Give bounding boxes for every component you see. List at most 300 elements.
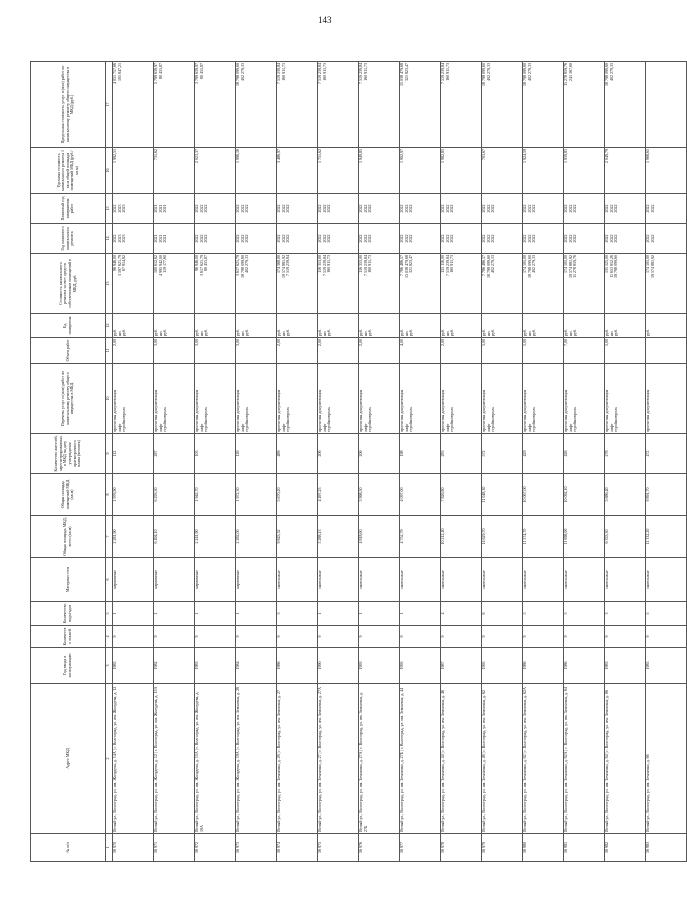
works-cell-line: лифт (403, 423, 409, 432)
unit-cell-line: руб. (235, 329, 240, 336)
limit-cost-cell (113, 62, 154, 148)
column-number: 7 (106, 516, 113, 558)
table-row (564, 62, 605, 862)
cost-cell (441, 254, 482, 314)
cost-cell-line: 7 519 239,84 (362, 255, 368, 276)
row-number: 56 974 (277, 834, 318, 862)
works-cell-line: проектная документация (153, 389, 158, 432)
works-cell-line: стройконтроль (367, 406, 373, 432)
limit-cost-cell-line: 15 038 479,68 (399, 63, 404, 86)
address-cell: Ясный ул., Волгоград, ул. им. Жолудева, д. 12 | г. Волгоград, ул. им. Жолудева, д. 15А (154, 684, 195, 834)
plan-year-cell-line: 2022 (244, 234, 250, 243)
cost-cell-line: 18 798 099,60 (485, 255, 491, 278)
address-cell: Ясный ул., Волгоград, ул. им. Землячки, д. 26 | г. Волгоград, ул. им. Землячки, д. 27 (277, 684, 318, 834)
premises-area-cell: 9 891,70 (646, 474, 687, 516)
cost-cell-line: 160 911,73 (326, 255, 332, 273)
works-cell-line: проектная документация (481, 389, 486, 432)
address-cell: Ясный ул., Волгоград, ул. им. Землячки, д. 46 | г. Волгоград, ул. им. Землячки, д. 62 (482, 684, 523, 834)
limit-cost-cell (359, 62, 400, 148)
completion-year-cell (400, 194, 441, 224)
completion-year-cell-line: 2022 (490, 204, 496, 213)
completion-year-cell-line: 2022 (358, 204, 363, 213)
residents-cell: 472 (646, 434, 687, 474)
row-number: 56 971 (154, 834, 195, 862)
specific-cost-cell: 1 968,65 (646, 148, 687, 194)
completion-year-cell-line: 2022 (567, 204, 573, 213)
works-cell-line: стройконтроль (326, 406, 332, 432)
limit-cost-cell (400, 62, 441, 148)
plan-year-cell-line: 2022 (198, 234, 204, 243)
completion-year-cell-line: 2022 (194, 204, 199, 213)
wall-material-cell: панельные (318, 558, 359, 602)
entrances-cell: 1 (236, 602, 277, 626)
total-area-cell: 11 574,70 (523, 516, 564, 558)
plan-year-cell-line: 2022 (408, 234, 414, 243)
plan-year-cell (646, 224, 687, 254)
limit-cost-cell (195, 62, 236, 148)
volume-cell: 5,00 (605, 338, 646, 364)
table-row (441, 62, 482, 862)
plan-year-cell-line: 2022 (522, 234, 527, 243)
works-cell-line: проектная документация (112, 389, 117, 432)
specific-cost-cell: 1 939,81 (564, 148, 605, 194)
row-number: 56 976 (359, 834, 400, 862)
total-area-cell: 2 282,00 (236, 516, 277, 558)
works-cell-line: лифт (608, 423, 614, 432)
completion-year-cell-line: 2022 (440, 204, 445, 213)
mkd-repair-register-table (30, 61, 687, 862)
unit-cell (482, 314, 523, 338)
limit-cost-cell-line: 3 799 639,97 (194, 63, 199, 84)
total-area-cell: 10 212,40 (441, 516, 482, 558)
cost-cell (318, 254, 359, 314)
table-row (359, 62, 400, 862)
plan-year-cell-line: 2022 (321, 234, 327, 243)
volume-cell: 3,00 (154, 338, 195, 364)
wall-material-cell: панельные (564, 558, 605, 602)
limit-cost-cell (154, 62, 195, 148)
unit-cell-line: руб. (358, 329, 363, 336)
unit-cell (523, 314, 564, 338)
works-cell (277, 364, 318, 434)
volume-cell: 3,00 (236, 338, 277, 364)
plan-year-cell (605, 224, 646, 254)
volume-cell: 2,00 (113, 338, 154, 364)
completion-year-cell (113, 194, 154, 224)
residents-cell: 489 (277, 434, 318, 474)
volume-cell: 4,00 (400, 338, 441, 364)
address-cell: Ясный ул., Волгоград, ул. им. Жолудева, д. 19А | г. Волгоград, ул. им. Землячки, д. 26 (236, 684, 277, 834)
completion-year-cell (523, 194, 564, 224)
works-cell-line: лифт (239, 423, 245, 432)
column-header: Общая площадь помещений МКД (кв.м) (31, 474, 106, 516)
specific-cost-cell: 1 924,59 (523, 148, 564, 194)
unit-cell-line: шт. (239, 330, 245, 336)
limit-cost-cell-line: 7 519 239,84 (440, 63, 445, 84)
limit-cost-cell (523, 62, 564, 148)
works-cell-line: проектная документация (522, 389, 527, 432)
year-cell: 1985 (646, 648, 687, 684)
column-header: Материал стен (31, 558, 106, 602)
works-cell (605, 364, 646, 434)
cost-cell-line: 160 911,73 (367, 255, 373, 273)
year-cell: 1982 (154, 648, 195, 684)
residents-cell: 198 (400, 434, 441, 474)
completion-year-cell-line: 2022 (526, 204, 532, 213)
column-number: 14 (106, 224, 113, 254)
completion-year-cell (482, 194, 523, 224)
works-cell-line: стройконтроль (490, 406, 496, 432)
completion-year-cell (318, 194, 359, 224)
completion-year-cell (646, 194, 687, 224)
address-cell: Ясный ул., Волгоград, ул. им. Жолудева, д. 14А | г. Волгоград, ул. им. Жолудева, д. 12 (113, 684, 154, 834)
plan-year-cell (400, 224, 441, 254)
unit-cell-line: руб. (317, 329, 322, 336)
completion-year-cell-line: 2023 (121, 204, 127, 213)
plan-year-cell-line: 2022 (526, 234, 532, 243)
year-cell: 1984 (236, 648, 277, 684)
completion-year-cell-line: 2021 (162, 204, 168, 213)
table-row (154, 62, 195, 862)
unit-cell (195, 314, 236, 338)
cost-cell-line: 96 946,00 (194, 255, 199, 271)
column-header: Год планового капитального ремонта (31, 224, 106, 254)
unit-cell-line: шт. (444, 330, 450, 336)
works-cell (359, 364, 400, 434)
column-number: 17 (106, 62, 113, 148)
limit-cost-cell-line: 160 911,73 (321, 63, 327, 81)
premises-area-cell: 1 972,30 (236, 474, 277, 516)
unit-cell (646, 314, 687, 338)
unit-cell-line: руб. (285, 329, 291, 336)
row-number: 56 973 (236, 834, 277, 862)
works-cell-line: стройконтроль (203, 406, 209, 432)
total-area-cell: 4 752,79 (400, 516, 441, 558)
plan-year-cell-line: 2022 (285, 234, 291, 243)
premises-area-cell: 3 998,50 (359, 474, 400, 516)
plan-year-cell-line: 2022 (613, 234, 619, 243)
cost-cell-line: 80 455,87 (203, 255, 209, 271)
address-cell: Ясный ул., Волгоград, ул. им. Землячки, д. 44 | г. Волгоград, ул. им. Землячки, д. 46 (441, 684, 482, 834)
volume-cell: 5,00 (523, 338, 564, 364)
plan-year-cell-line: 2023 (121, 234, 127, 243)
unit-cell-line: руб. (440, 329, 445, 336)
row-number: 56 983 (646, 834, 687, 862)
rotated-register-table-wrapper (30, 62, 655, 862)
premises-area-cell: 10 092,10 (564, 474, 605, 516)
cost-cell (277, 254, 318, 314)
table-row (482, 62, 523, 862)
premises-area-cell: 4 497,25 (318, 474, 359, 516)
floors-cell: 9 (605, 626, 646, 648)
completion-year-cell-line: 2022 (285, 204, 291, 213)
year-cell: 1987 (441, 648, 482, 684)
plan-year-cell-line: 2022 (490, 234, 496, 243)
specific-cost-cell: 1 996,16 (236, 148, 277, 194)
unit-cell-line: руб. (490, 329, 496, 336)
row-number: 56 979 (482, 834, 523, 862)
unit-cell-line: шт. (485, 330, 491, 336)
completion-year-cell-line: 2022 (362, 204, 368, 213)
premises-area-cell: 6 293,50 (154, 474, 195, 516)
works-cell-line: лифт (362, 423, 368, 432)
cost-cell-line: 7 519 239,84 (444, 255, 450, 276)
plan-year-cell-line: 2022 (239, 234, 245, 243)
completion-year-cell-line: 2022 (326, 204, 332, 213)
column-number: 11 (106, 338, 113, 364)
completion-year-cell-line: 2022 (244, 204, 250, 213)
volume-cell: 3,00 (195, 338, 236, 364)
completion-year-cell-line: 2022 (408, 204, 414, 213)
wall-material-cell: панельные (277, 558, 318, 602)
address-cell: Ясный ул., Волгоград, ул. им. Землячки, д. 66 (646, 684, 687, 834)
cost-cell-line: 155 116,00 (440, 255, 445, 273)
plan-year-cell (113, 224, 154, 254)
plan-year-cell-line: 2022 (367, 234, 373, 243)
limit-cost-cell-line: 402 279,33 (239, 63, 245, 81)
specific-cost-cell: 1 902,97 (400, 148, 441, 194)
works-cell-line: стройконтроль (121, 406, 127, 432)
limit-cost-cell (236, 62, 277, 148)
volume-cell: 2,00 (441, 338, 482, 364)
address-cell: Ясный ул., Волгоград, ул. им. Землячки, д. 62А | г. Волгоград, ул. им. Землячки, д. 64 (564, 684, 605, 834)
cost-cell (564, 254, 605, 314)
column-header: Ед. измерения (31, 314, 106, 338)
completion-year-cell-line: 2023 (116, 204, 122, 213)
address-cell: Ясный ул., Волгоград, ул. им. Землячки, д. 27А | г. Волгоград, ул. им. Землячки, д. 27Б (359, 684, 400, 834)
row-number: 56 980 (523, 834, 564, 862)
unit-cell-line: руб. (153, 329, 158, 336)
plan-year-cell-line: 2021 (153, 234, 158, 243)
limit-cost-cell-line: 18 798 099,60 (235, 63, 240, 86)
year-cell: 1990 (318, 648, 359, 684)
column-header: Плановый год завершения работ (31, 194, 106, 224)
limit-cost-cell-line: 160 911,73 (444, 63, 450, 81)
entrances-cell: 1 (359, 602, 400, 626)
unit-cell-line: шт. (321, 330, 327, 336)
plan-year-cell-line: 2022 (444, 234, 450, 243)
volume-cell: 7,00 (564, 338, 605, 364)
limit-cost-cell-line: 11 278 859,76 (563, 63, 568, 86)
unit-cell (359, 314, 400, 338)
works-cell-line: стройконтроль (244, 406, 250, 432)
wall-material-cell: панельные (605, 558, 646, 602)
total-area-cell: 6 333,30 (605, 516, 646, 558)
limit-cost-cell (277, 62, 318, 148)
unit-cell-line: руб. (604, 329, 609, 336)
limit-cost-cell-line: 80 455,87 (198, 63, 204, 79)
floors-cell: 9 (195, 626, 236, 648)
specific-cost-cell: 703,67 (482, 148, 523, 194)
specific-cost-cell: 1 949,85 (359, 148, 400, 194)
unit-cell-line: руб. (194, 329, 199, 336)
cost-cell-line: 11 653 952,26 (608, 255, 614, 278)
works-cell-line: проектная документация (399, 389, 404, 432)
works-cell-line: лифт (567, 423, 573, 432)
cost-cell (195, 254, 236, 314)
column-number: 15 (106, 194, 113, 224)
limit-cost-cell-line: 402 279,33 (485, 63, 491, 81)
cost-cell (646, 254, 687, 314)
limit-cost-cell-line: 4 051 757,66 (112, 63, 117, 84)
residents-cell: 105 (195, 434, 236, 474)
table-row (605, 62, 646, 862)
plan-year-cell-line: 2022 (608, 234, 614, 243)
completion-year-cell-line: 2022 (481, 204, 486, 213)
floors-cell: 9 (523, 626, 564, 648)
completion-year-cell (564, 194, 605, 224)
works-cell-line: лифт (280, 423, 286, 432)
cost-cell-line: 174 105,00 (563, 255, 568, 273)
specific-cost-cell: 1 992,51 (113, 148, 154, 194)
premises-area-cell: 10 067,00 (523, 474, 564, 516)
wall-material-cell: кирпичные (113, 558, 154, 602)
plan-year-cell-line: 2022 (645, 234, 650, 243)
unit-cell-line: руб. (399, 329, 404, 336)
page-number: 143 (318, 15, 332, 25)
unit-cell (318, 314, 359, 338)
completion-year-cell-line: 2022 (280, 204, 286, 213)
completion-year-cell (195, 194, 236, 224)
wall-material-cell: панельные (523, 558, 564, 602)
completion-year-cell-line: 2022 (321, 204, 327, 213)
entrances-cell: 5 (646, 602, 687, 626)
plan-year-cell (154, 224, 195, 254)
works-cell (523, 364, 564, 434)
works-cell-line: лифт (198, 423, 204, 432)
total-area-cell: 14 629,70 (482, 516, 523, 558)
column-number: 9 (106, 434, 113, 474)
floors-cell: 9 (482, 626, 523, 648)
wall-material-cell: кирпичные (236, 558, 277, 602)
column-header: Общая площадь МКД, всего (кв.м) (31, 516, 106, 558)
floors-cell: 9 (359, 626, 400, 648)
completion-year-cell-line: 2021 (157, 204, 163, 213)
plan-year-cell-line: 2022 (317, 234, 322, 243)
address-cell: Ясный ул., Волгоград, ул. им. Землячки, д. 62 | г. Волгоград, ул. им. Землячки, д. 62А (523, 684, 564, 834)
unit-cell-line: руб. (367, 329, 373, 336)
table-row (400, 62, 441, 862)
completion-year-cell-line: 2022 (604, 204, 609, 213)
column-number: 2 (106, 684, 113, 834)
unit-cell-line: шт. (157, 330, 163, 336)
plan-year-cell (195, 224, 236, 254)
row-number: 56 975 (318, 834, 359, 862)
plan-year-cell-line: 2021 (162, 234, 168, 243)
cost-cell-line: 18 798 099,60 (613, 255, 619, 278)
plan-year-cell-line: 2022 (604, 234, 609, 243)
floors-cell: 9 (564, 626, 605, 648)
completion-year-cell-line: 2022 (403, 204, 409, 213)
cost-cell-line: 402 279,33 (490, 255, 496, 273)
plan-year-cell-line: 2022 (531, 234, 537, 243)
limit-cost-cell-line: 18 798 099,60 (522, 63, 527, 86)
plan-year-cell-line: 2021 (157, 234, 163, 243)
works-cell (400, 364, 441, 434)
plan-year-cell-line: 2022 (112, 234, 117, 243)
total-area-cell: 5 288,13 (318, 516, 359, 558)
plan-year-cell-line: 2022 (449, 234, 455, 243)
cost-cell-line: 3 597 621,79 (116, 255, 122, 276)
floors-cell: 9 (318, 626, 359, 648)
cost-cell-line: 119 177,60 (162, 255, 168, 273)
unit-cell (277, 314, 318, 338)
works-cell-line: стройконтроль (531, 406, 537, 432)
cost-cell-line: 18 798 099,60 (526, 255, 532, 278)
plan-year-cell-line: 2022 (276, 234, 281, 243)
residents-cell: 572 (482, 434, 523, 474)
limit-cost-cell-line: 18 798 099,60 (481, 63, 486, 86)
works-cell (482, 364, 523, 434)
unit-cell (400, 314, 441, 338)
plan-year-cell-line: 2022 (280, 234, 286, 243)
address-cell: Ясный ул., Волгоград, ул. им. Землячки, д. 27 | г. Волгоград, ул. им. Землячки, д. 27А (318, 684, 359, 834)
cost-cell-line: 174 368,00 (276, 255, 281, 273)
unit-cell-line: шт. (362, 330, 368, 336)
column-number: 5 (106, 602, 113, 626)
residents-cell: 206 (359, 434, 400, 474)
completion-year-cell (154, 194, 195, 224)
year-cell: 1995 (400, 648, 441, 684)
limit-cost-cell-line: 160 911,73 (362, 63, 368, 81)
cost-cell (236, 254, 277, 314)
works-cell-line: стройконтроль (162, 406, 168, 432)
column-header: Объем работ (31, 338, 106, 364)
completion-year-cell-line: 2022 (399, 204, 404, 213)
unit-cell (236, 314, 277, 338)
limit-cost-cell-line: 241 367,60 (567, 63, 573, 81)
works-cell (154, 364, 195, 434)
specific-cost-cell: 1 982,85 (441, 148, 482, 194)
premises-area-cell: 4 097,00 (400, 474, 441, 516)
unit-cell-line: руб. (203, 329, 209, 336)
volume-cell: 5,00 (482, 338, 523, 364)
plan-year-cell-line: 2022 (572, 234, 578, 243)
works-cell (236, 364, 277, 434)
cost-cell-line: 116 353,00 (358, 255, 363, 273)
unit-cell-line: руб. (645, 329, 650, 336)
premises-area-cell: 5 670,20 (277, 474, 318, 516)
plan-year-cell (359, 224, 400, 254)
limit-cost-cell-line: 402 279,33 (526, 63, 532, 81)
column-number: 6 (106, 558, 113, 602)
cost-cell-line: 7 519 239,84 (321, 255, 327, 276)
plan-year-cell-line: 2022 (203, 234, 209, 243)
unit-cell-line: руб. (481, 329, 486, 336)
cost-cell-line: 160 911,73 (449, 255, 455, 273)
residents-cell: 112 (113, 434, 154, 474)
cost-cell-line: 19 574 881,92 (567, 255, 573, 278)
plan-year-cell-line: 2023 (116, 234, 122, 243)
works-cell-line: проектная документация (645, 389, 650, 432)
total-area-cell: 11 332,20 (646, 516, 687, 558)
residents-cell: 287 (154, 434, 195, 474)
specific-cost-cell: 2 049,79 (605, 148, 646, 194)
unit-cell-line: руб. (121, 329, 127, 336)
unit-cell-line: руб. (522, 329, 527, 336)
unit-cell-line: шт. (403, 330, 409, 336)
plan-year-cell-line: 2022 (403, 234, 409, 243)
column-number: 10 (106, 364, 113, 434)
row-number: 56 970 (113, 834, 154, 862)
plan-year-cell-line: 2022 (362, 234, 368, 243)
column-header: Адрес МКД (31, 684, 106, 834)
limit-cost-cell-line: 7 519 239,84 (317, 63, 322, 84)
total-area-cell: 4 818,60 (359, 516, 400, 558)
completion-year-cell (277, 194, 318, 224)
limit-cost-cell (605, 62, 646, 148)
floors-cell: 9 (277, 626, 318, 648)
